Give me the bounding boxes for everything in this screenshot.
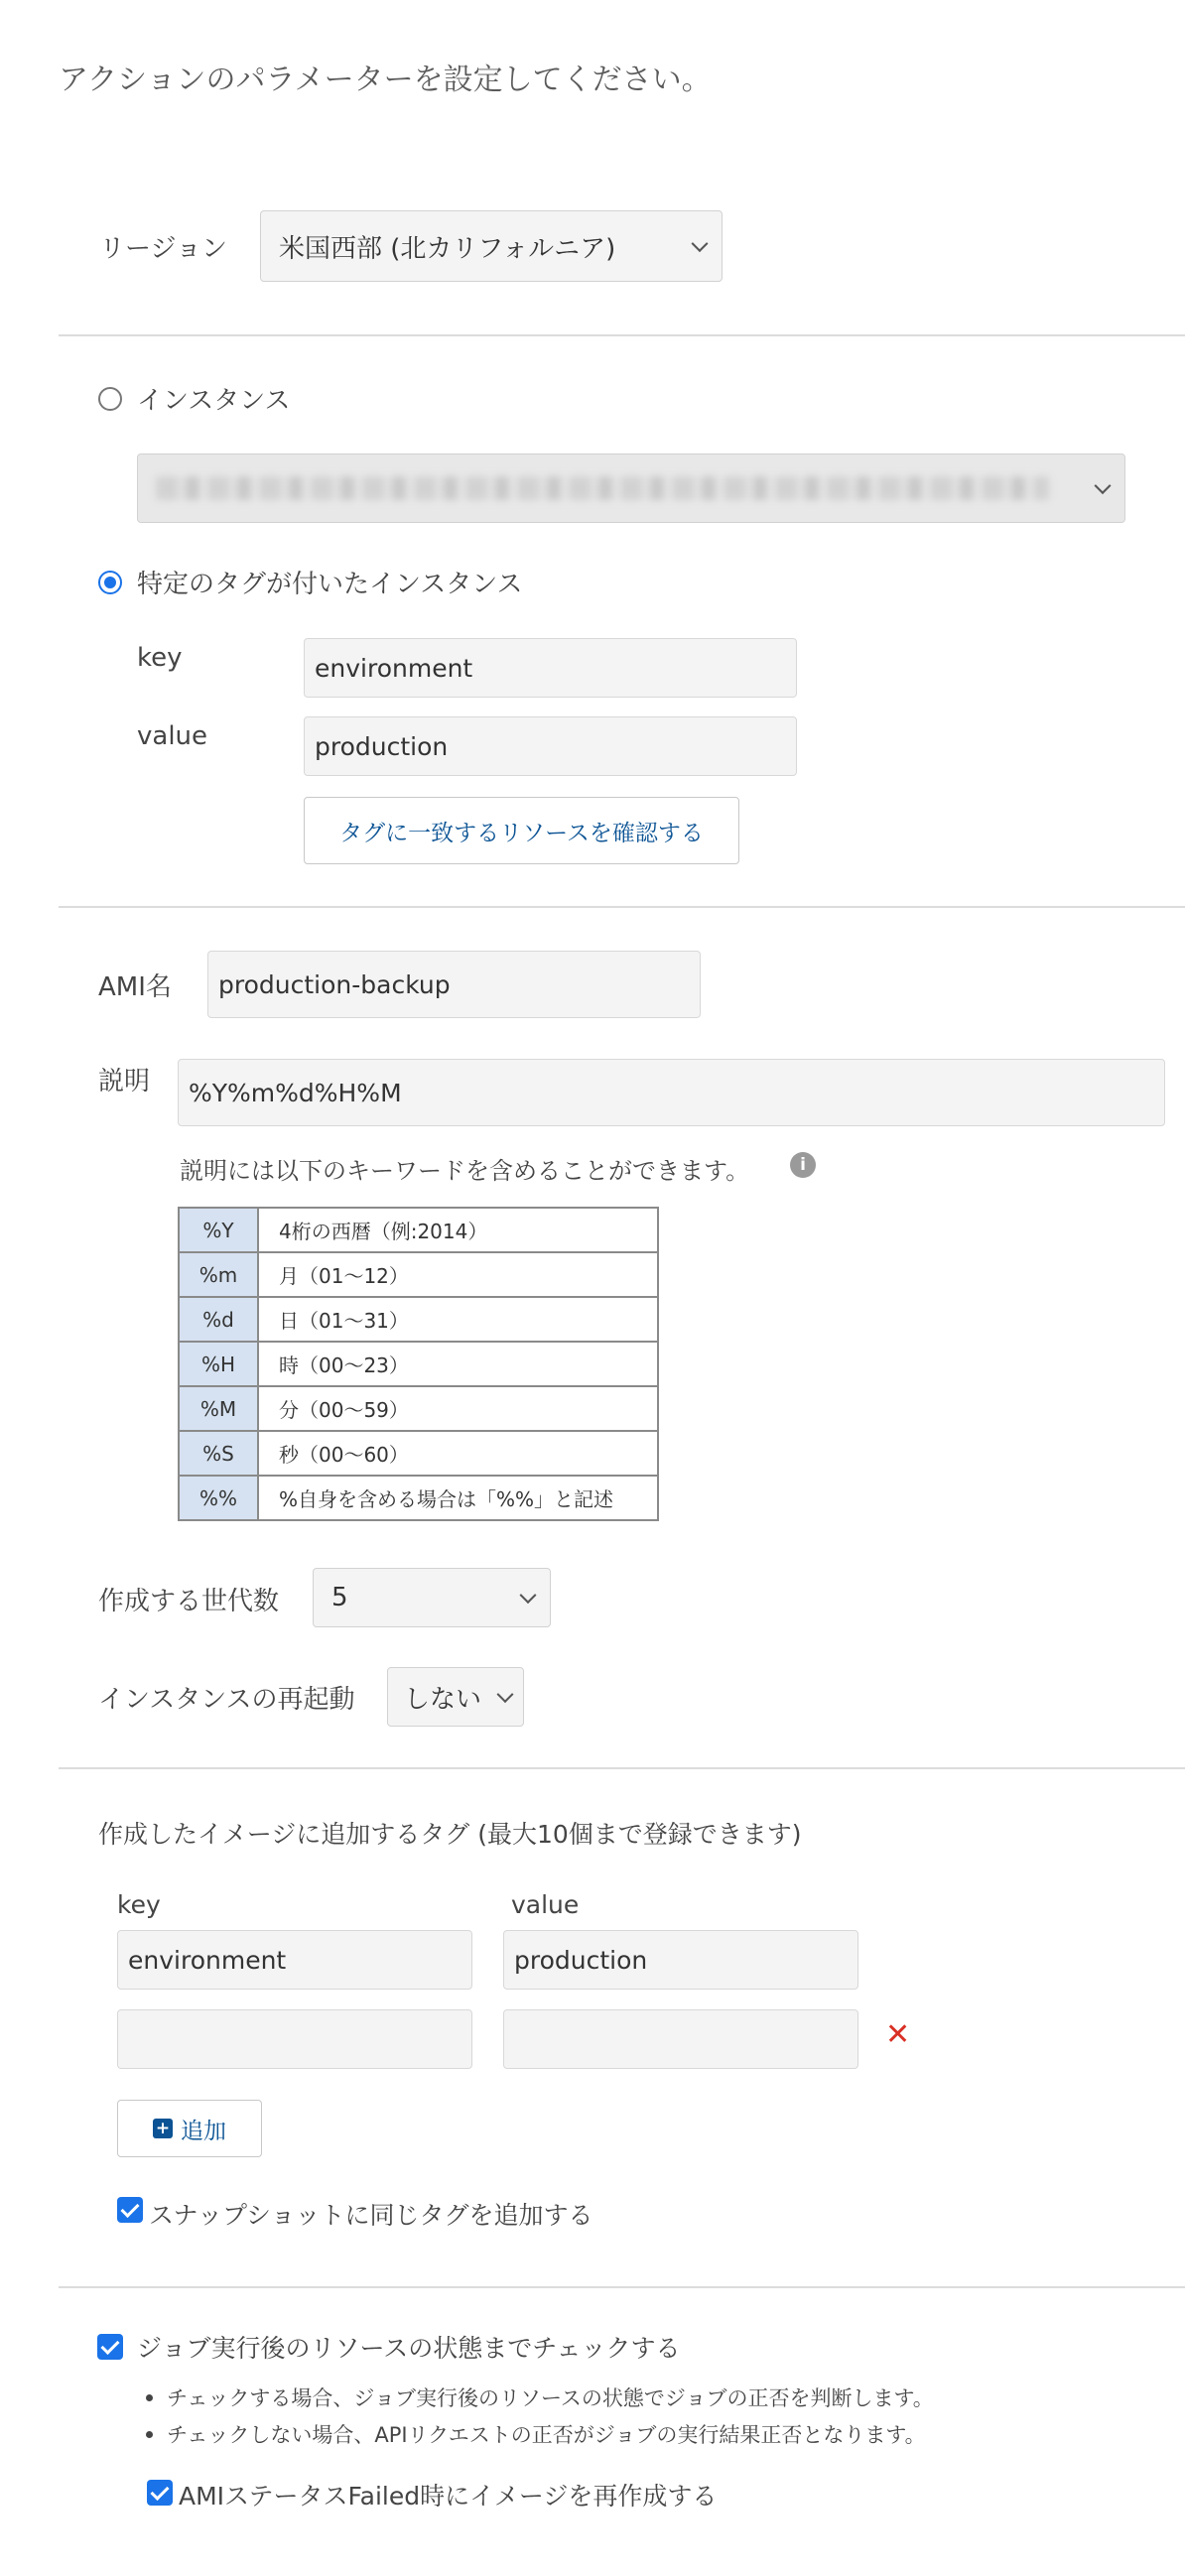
- generations-select-value: 5: [331, 1583, 348, 1612]
- region-label: リージョン: [99, 234, 227, 264]
- status-check-label: ジョブ実行後のリソースの状態までチェックする: [137, 2334, 681, 2363]
- status-check-checkbox[interactable]: [97, 2334, 123, 2360]
- keyword-key: %d: [179, 1297, 258, 1342]
- status-check-note: チェックする場合、ジョブ実行後のリソースの状態でジョブの正否を判断します。: [167, 2386, 934, 2410]
- tag-value-label: value: [137, 721, 208, 751]
- tag-key-label: key: [137, 643, 183, 673]
- tag-value-input[interactable]: production: [304, 716, 797, 776]
- image-tag-value-input[interactable]: production: [503, 1930, 858, 1990]
- chevron-down-icon: [692, 235, 709, 252]
- reboot-label: インスタンスの再起動: [98, 1685, 355, 1715]
- image-tag-key-input[interactable]: environment: [117, 1930, 472, 1990]
- plus-icon: +: [153, 2119, 173, 2138]
- image-tag-key-input[interactable]: [117, 2009, 472, 2069]
- keyword-desc: %自身を含める場合は「%%」と記述: [258, 1476, 658, 1520]
- tag-key-input[interactable]: environment: [304, 638, 797, 698]
- keyword-desc: 秒（00〜60）: [258, 1431, 658, 1476]
- ami-name-input[interactable]: production-backup: [207, 951, 701, 1018]
- keyword-table: [178, 1207, 659, 1521]
- chevron-down-icon: [520, 1587, 537, 1604]
- keyword-key: %Y: [179, 1208, 258, 1252]
- generations-select[interactable]: [313, 1568, 551, 1627]
- tagged-instances-radio[interactable]: [98, 571, 122, 594]
- divider: [59, 334, 1185, 336]
- status-check-note: チェックしない場合、APIリクエストの正否がジョブの実行結果正否となります。: [167, 2423, 926, 2447]
- reboot-select-value: しない: [404, 1684, 482, 1715]
- keyword-key: %M: [179, 1386, 258, 1431]
- ami-name-label: AMI名: [98, 972, 172, 1002]
- tagged-instances-radio-label: 特定のタグが付いたインスタンス: [137, 570, 523, 599]
- instance-radio[interactable]: [98, 387, 122, 411]
- image-tag-value-input[interactable]: [503, 2009, 858, 2069]
- keyword-hint: 説明には以下のキーワードを含めることができます。: [180, 1157, 750, 1185]
- table-row: [179, 1386, 658, 1431]
- description-label: 説明: [98, 1067, 151, 1096]
- table-row: [179, 1208, 658, 1252]
- table-row: [179, 1297, 658, 1342]
- remove-row-icon[interactable]: ✕: [885, 2017, 911, 2052]
- keyword-desc: 4桁の西暦（例:2014）: [258, 1208, 658, 1252]
- table-row: [179, 1252, 658, 1297]
- table-row: [179, 1476, 658, 1520]
- table-row: [179, 1431, 658, 1476]
- add-tag-button[interactable]: [117, 2100, 262, 2157]
- divider: [59, 2286, 1185, 2288]
- keyword-desc: 分（00〜59）: [258, 1386, 658, 1431]
- description-input[interactable]: %Y%m%d%H%M: [178, 1059, 1165, 1126]
- check-matching-resources-button[interactable]: タグに一致するリソースを確認する: [304, 797, 739, 864]
- recreate-on-failed-checkbox[interactable]: [147, 2480, 173, 2506]
- region-select-value: 米国西部 (北カリフォルニア): [279, 233, 616, 264]
- bullet-icon: [146, 2431, 153, 2438]
- snapshot-tags-checkbox[interactable]: [117, 2197, 143, 2223]
- region-select[interactable]: [260, 210, 723, 282]
- chevron-down-icon: [497, 1686, 514, 1703]
- generations-label: 作成する世代数: [98, 1587, 280, 1616]
- chevron-down-icon: [1095, 477, 1112, 494]
- recreate-on-failed-label: AMIステータスFailed時にイメージを再作成する: [179, 2482, 718, 2511]
- image-tags-heading: 作成したイメージに追加するタグ (最大10個まで登録できます): [98, 1820, 802, 1849]
- add-tag-button-label: 追加: [181, 2118, 226, 2144]
- reboot-select[interactable]: [387, 1667, 524, 1727]
- instance-select[interactable]: [137, 453, 1125, 523]
- page-title: アクションのパラメーターを設定してください。: [59, 63, 712, 97]
- instance-radio-label: インスタンス: [137, 386, 291, 416]
- keyword-key: %S: [179, 1431, 258, 1476]
- keyword-desc: 月（01〜12）: [258, 1252, 658, 1297]
- divider: [59, 1767, 1185, 1769]
- info-icon[interactable]: i: [790, 1152, 816, 1178]
- divider: [59, 906, 1185, 908]
- image-tags-value-header: value: [511, 1890, 580, 1919]
- keyword-desc: 時（00〜23）: [258, 1342, 658, 1386]
- keyword-key: %H: [179, 1342, 258, 1386]
- keyword-desc: 日（01〜31）: [258, 1297, 658, 1342]
- redacted-instance-value: [156, 476, 1049, 500]
- bullet-icon: [146, 2394, 153, 2401]
- image-tags-key-header: key: [117, 1890, 161, 1919]
- keyword-key: %%: [179, 1476, 258, 1520]
- snapshot-tags-label: スナップショットに同じタグを追加する: [149, 2201, 593, 2230]
- keyword-key: %m: [179, 1252, 258, 1297]
- table-row: [179, 1342, 658, 1386]
